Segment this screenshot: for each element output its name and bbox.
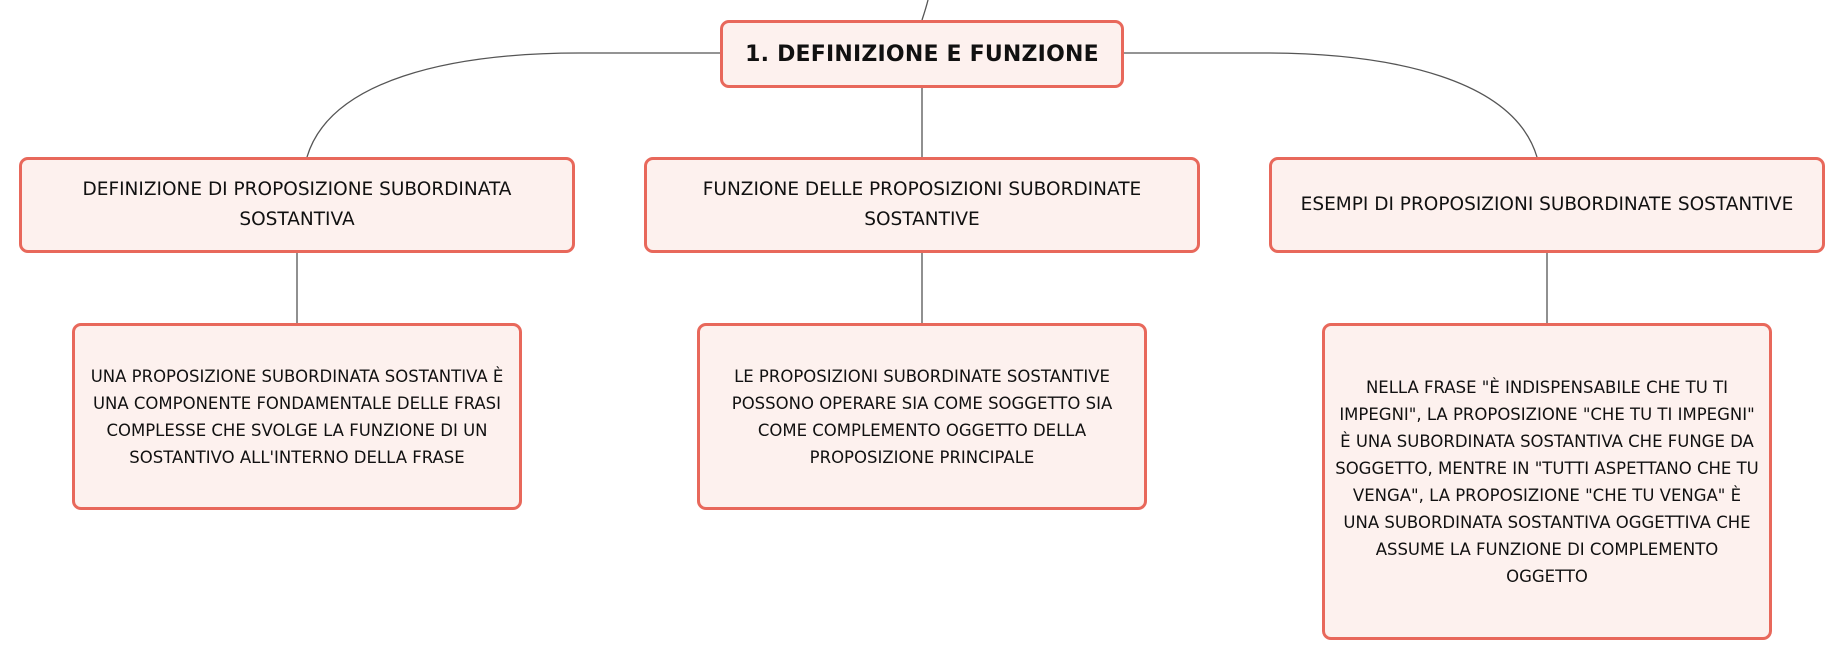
root-node[interactable] (720, 20, 1124, 88)
root-node-label: 1. DEFINIZIONE E FUNZIONE (745, 41, 1099, 67)
leaf-node-definizione[interactable] (72, 323, 522, 510)
leaf-node-esempi[interactable] (1322, 323, 1772, 640)
leaf-node-text: LE PROPOSIZIONI SUBORDINATE SOSTANTIVE POSSONO OPERARE SIA COME SOGGETTO SIA COME COMPLEMENTO OGGETTO DELLA PROPOSIZIONE PRINCIPALE (731, 366, 1113, 467)
branch-node-label: DEFINIZIONE DI PROPOSIZIONE SUBORDINATA SOSTANTIVA (82, 179, 512, 230)
leaf-node-text: UNA PROPOSIZIONE SUBORDINATA SOSTANTIVA È UNA COMPONENTE FONDAMENTALE DELLE FRASI COMPLESSE CHE SVOLGE LA FUNZIONE DI UN SOSTANTIVO ALL'INTERNO DELLA FRASE (90, 366, 504, 467)
leaf-node-text: NELLA FRASE "È INDISPENSABILE CHE TU TI IMPEGNI", LA PROPOSIZIONE "CHE TU TI IMPEGNI" È UNA SUBORDINATA SOSTANTIVA CHE FUNGE DA SOGGETTO, MENTRE IN "TUTTI ASPETTANO CHE TU VENGA", LA PROPOSIZIONE "CHE TU VENGA" È UNA SUBORDINATA SOSTANTIVA OGGETTIVA CHE ASSUME LA FUNZIONE DI COMPLEMENTO OGGETTO (1335, 377, 1759, 586)
connector-root-to-branch-3 (1124, 53, 1537, 157)
connector-parent-to-root (922, 0, 928, 20)
branch-node-label: ESEMPI DI PROPOSIZIONI SUBORDINATE SOSTANTIVE (1300, 194, 1794, 215)
branch-node-label: FUNZIONE DELLE PROPOSIZIONI SUBORDINATE SOSTANTIVE (702, 179, 1142, 230)
branch-node-esempi[interactable] (1269, 157, 1825, 253)
branch-node-funzione[interactable] (644, 157, 1200, 253)
branch-node-definizione[interactable] (19, 157, 575, 253)
leaf-node-funzione[interactable] (697, 323, 1147, 510)
connector-root-to-branch-1 (307, 53, 720, 157)
